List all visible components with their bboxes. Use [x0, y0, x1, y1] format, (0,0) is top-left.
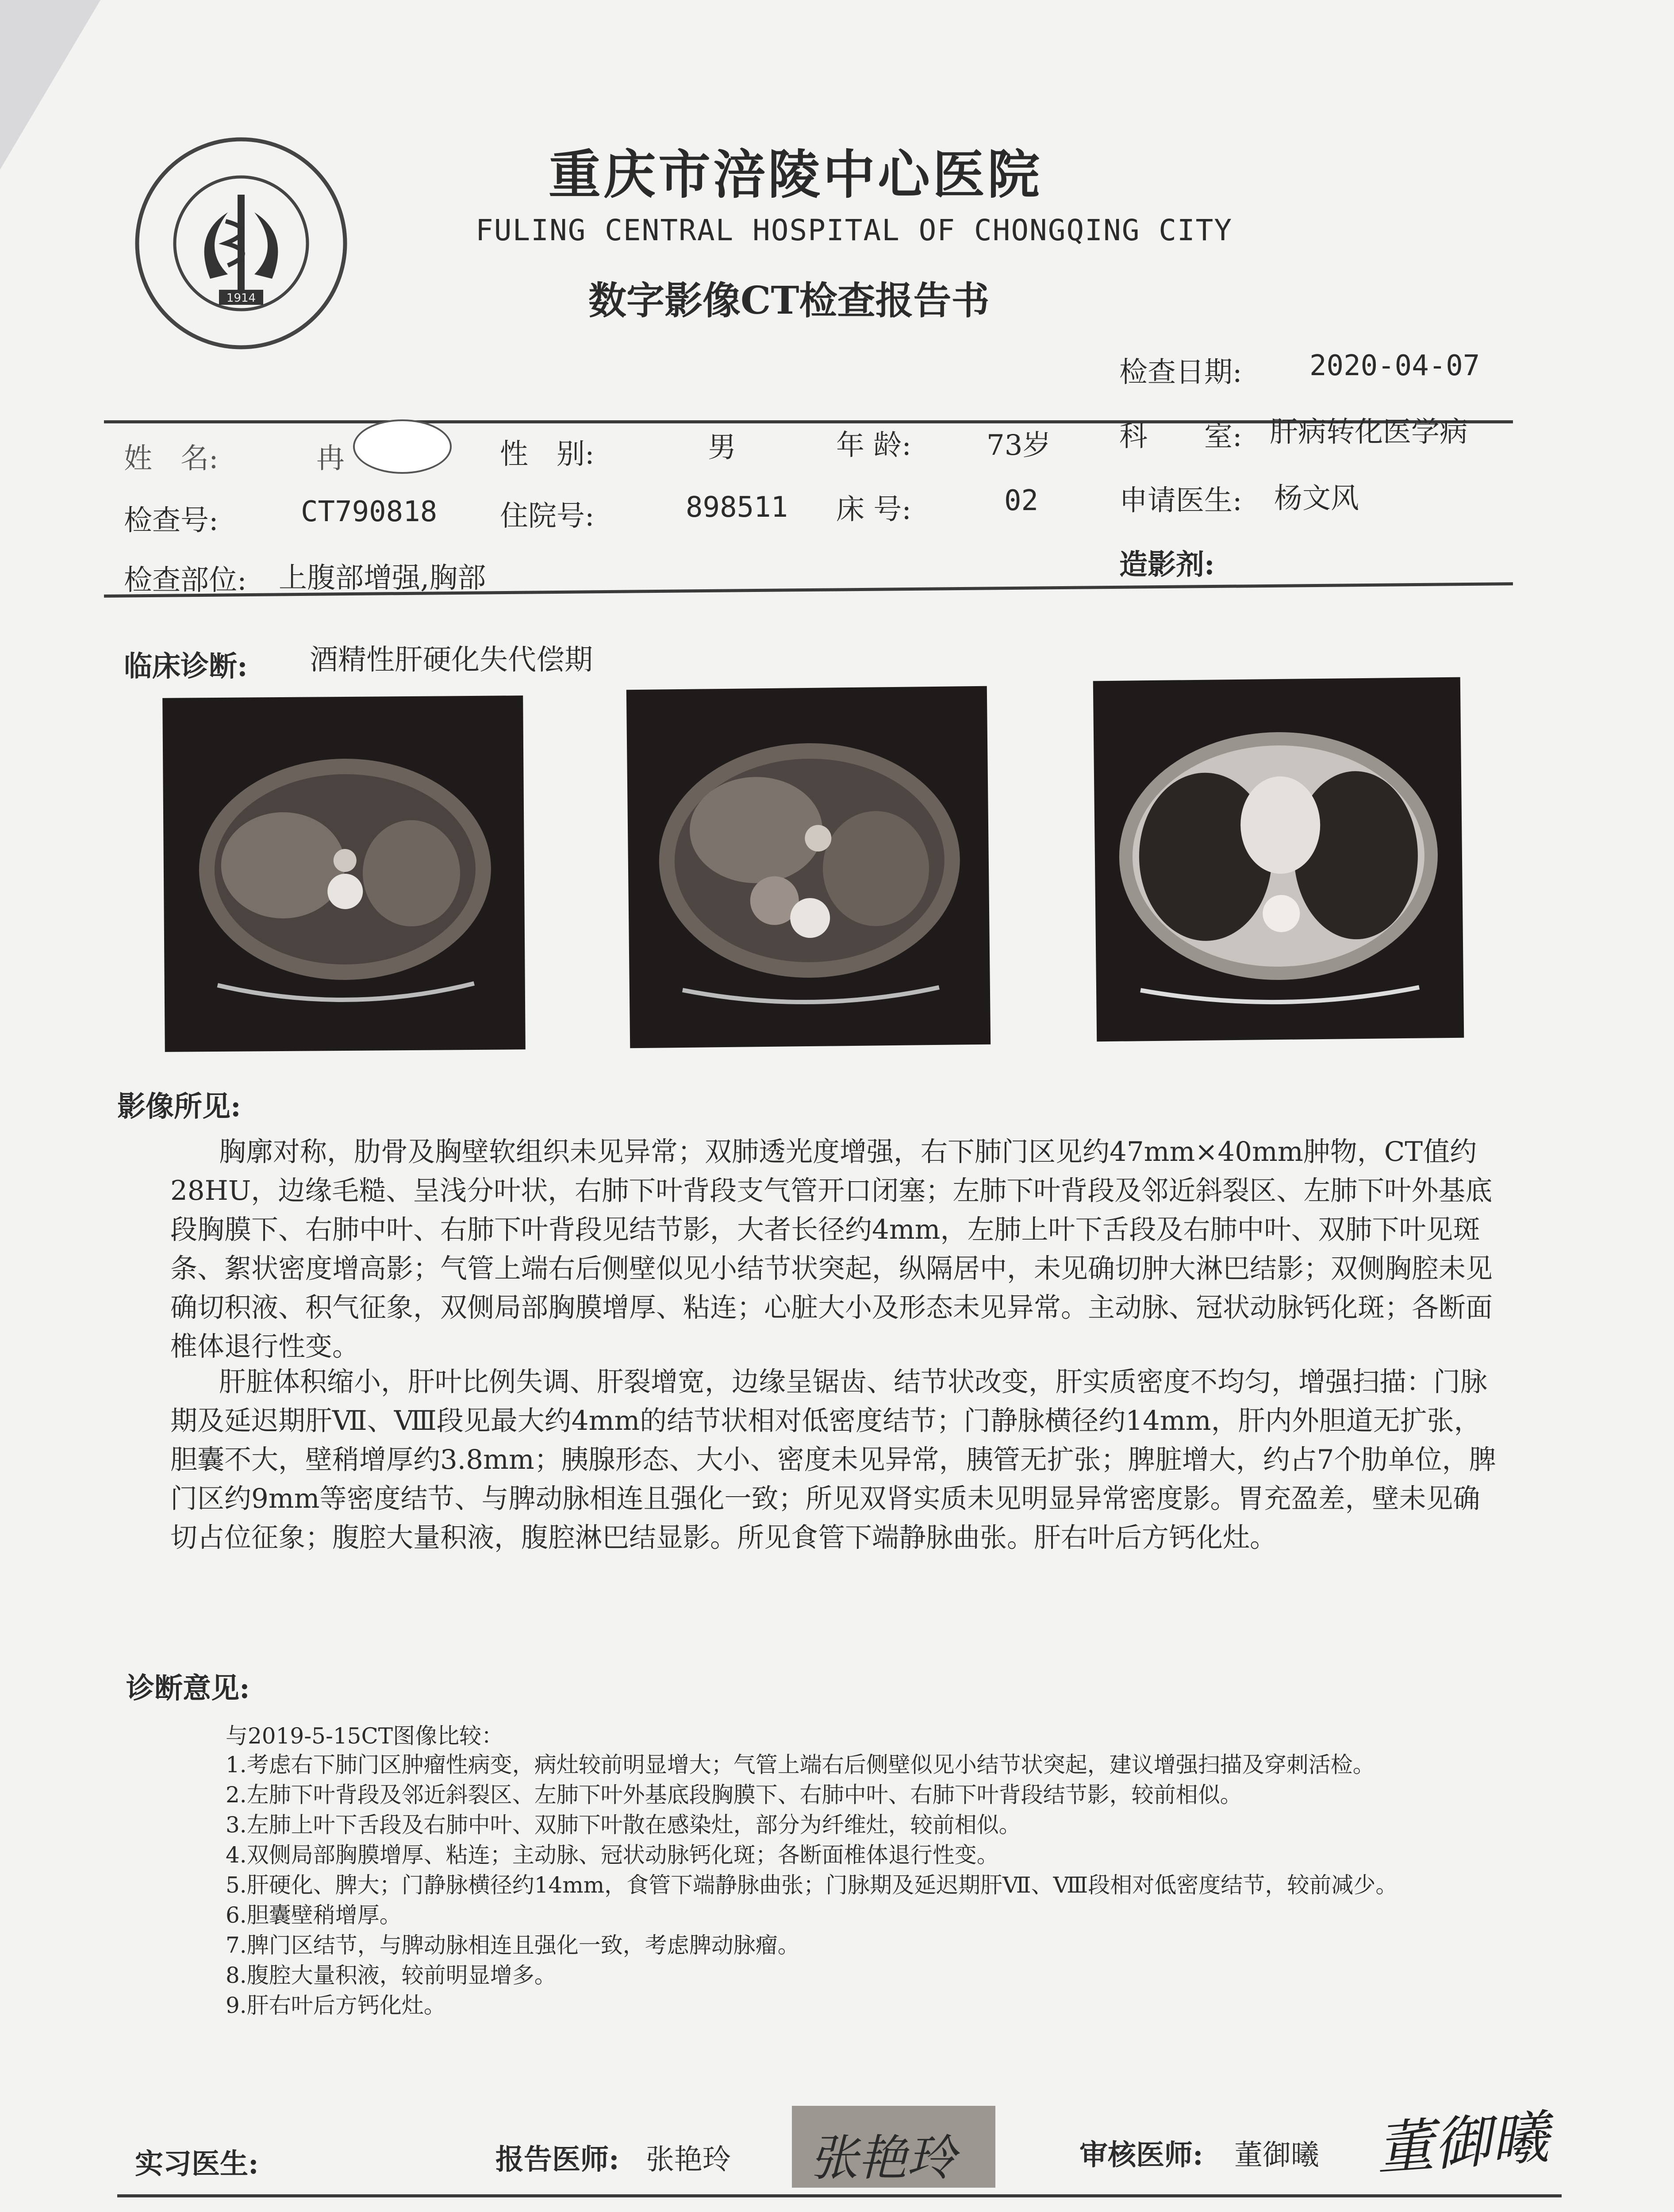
age-label: 年 龄: [836, 429, 911, 462]
exam-date-value: 2020-04-07 [1309, 349, 1480, 382]
gender-label: 性 别: [500, 438, 595, 471]
ct-image-3 [1093, 677, 1464, 1042]
reviewer-signature: 董御曦 [1374, 2103, 1551, 2183]
reviewer-value: 董御曦 [1234, 2139, 1319, 2172]
diagnosis-item: 4.双侧局部胸膜增厚、粘连；主动脉、冠状动脉钙化斑；各断面椎体退行性变。 [226, 1842, 999, 1868]
contrast-label: 造影剂: [1119, 548, 1215, 581]
ct-image-2 [626, 686, 991, 1048]
doctor-value: 杨文风 [1274, 482, 1359, 515]
age-value: 73岁 [987, 429, 1051, 462]
findings-paragraph-1: 胸廓对称，肋骨及胸壁软组织未见异常；双肺透光度增强，右下肺门区见约47mm×40mm肿物，CT值约28HU，边缘毛糙、呈浅分叶状，右肺下叶背段支气管开口闭塞；左肺下叶背段及邻近斜裂区、左肺下叶外基底段胸膜下、右肺中叶、右肺下叶背段见结节影，大者长径约4mm，左肺上叶下舌段及右肺中叶、双肺下叶见斑条、絮状密度增高影；气管上端右后侧壁似见小结节状突起，纵隔居中，未见确切肿大淋巴结影；双侧胸腔未见确切积液、积气征象，双侧局部胸膜增厚、粘连；心脏大小及形态未见异常。主动脉、冠状动脉钙化斑；各断面椎体退行性变。 [170, 1136, 1493, 1362]
footer-rule [117, 2194, 1562, 2197]
ct-image-1 [162, 695, 526, 1052]
diagnosis-item: 2.左肺下叶背段及邻近斜裂区、左肺下叶外基底段胸膜下、右肺中叶、右肺下叶背段结节影，较前相似。 [226, 1782, 1242, 1808]
diagnosis-item: 9.肝右叶后方钙化灶。 [226, 1993, 446, 2018]
intern-label: 实习医生: [135, 2147, 259, 2181]
reviewer-label: 审核医师: [1079, 2139, 1203, 2172]
diagnosis-intro: 与2019-5-15CT图像比较： [226, 1723, 504, 1749]
diagnosis-item: 5.肝硬化、脾大；门静脉横径约14mm，食管下端静脉曲张；门脉期及延迟期肝Ⅶ、Ⅷ段相对低密度结节，较前减少。 [226, 1872, 1398, 1898]
exam-no-label: 检查号: [124, 504, 219, 537]
site-value: 上腹部增强,胸部 [279, 562, 486, 595]
findings-label: 影像所见: [117, 1090, 241, 1123]
dept-value: 肝病转化医学病 [1270, 416, 1468, 449]
name-label: 姓 名: [124, 442, 219, 475]
diagnosis-list [170, 1750, 1506, 2020]
reporter-signature: 张艳玲 [810, 2130, 956, 2186]
clinical-label: 临床诊断: [124, 650, 248, 683]
diagnosis-label: 诊断意见: [126, 1672, 250, 1705]
reporter-signature-stamp [792, 2106, 995, 2188]
site-label: 检查部位: [124, 564, 247, 597]
clinical-value: 酒精性肝硬化失代偿期 [310, 644, 593, 676]
admission-value: 898511 [686, 491, 788, 524]
diagnosis-item: 1.考虑右下肺门区肿瘤性病变，病灶较前明显增大；气管上端右后侧壁似见小结节状突起，建议增强扫描及穿刺活检。 [226, 1752, 1375, 1778]
diagnosis-item: 7.脾门区结节，与脾动脉相连且强化一致，考虑脾动脉瘤。 [226, 1932, 800, 1958]
bed-value: 02 [1004, 484, 1039, 517]
diagnosis-item: 6.胆囊壁稍增厚。 [226, 1902, 402, 1928]
gender-value: 男 [708, 431, 736, 464]
report-date-value [1190, 2210, 1504, 2212]
hospital-name-en: FULING CENTRAL HOSPITAL OF CHONGQING CITY [476, 213, 1233, 247]
reporter-value: 张艳玲 [646, 2143, 731, 2176]
svg-text:1914: 1914 [226, 292, 256, 305]
redaction-mark [353, 419, 452, 474]
reporter-label: 报告医师: [495, 2143, 619, 2176]
exam-no-value: CT790818 [301, 495, 438, 528]
report-date-label [1044, 2210, 1159, 2212]
diagnosis-item: 3.左肺上叶下舌段及右肺中叶、双肺下叶散在感染灶，部分为纤维灶，较前相似。 [226, 1812, 1021, 1838]
hospital-logo [126, 133, 356, 354]
report-title: 数字影像CT检查报告书 [588, 278, 990, 323]
name-value: 冉 [316, 442, 345, 475]
dept-label: 科 室: [1119, 420, 1242, 453]
findings-paragraph-2: 肝脏体积缩小，肝叶比例失调、肝裂增宽，边缘呈锯齿、结节状改变，肝实质密度不均匀，增强扫描：门脉期及延迟期肝Ⅶ、Ⅷ段见最大约4mm的结节状相对低密度结节；门静脉横径约14mm，肝内外胆道无扩张，胆囊不大，壁稍增厚约3.8mm；胰腺形态、大小、密度未见异常，胰管无扩张；脾脏增大，约占7个肋单位，脾门区约9mm等密度结节、与脾动脉相连且强化一致；所见双肾实质未见明显异常密度影。胃充盈差，壁未见确切占位征象；腹腔大量积液，腹腔淋巴结显影。所见食管下端静脉曲张。肝右叶后方钙化灶。 [170, 1366, 1496, 1553]
bed-label: 床 号: [836, 493, 911, 526]
doctor-label: 申请医生: [1119, 484, 1242, 517]
exam-date-label: 检查日期: [1119, 356, 1242, 389]
admission-label: 住院号: [500, 500, 595, 533]
hospital-name-zh: 重庆市涪陵中心医院 [549, 144, 1043, 205]
diagnosis-item: 8.腹腔大量积液，较前明显增多。 [226, 1962, 557, 1988]
